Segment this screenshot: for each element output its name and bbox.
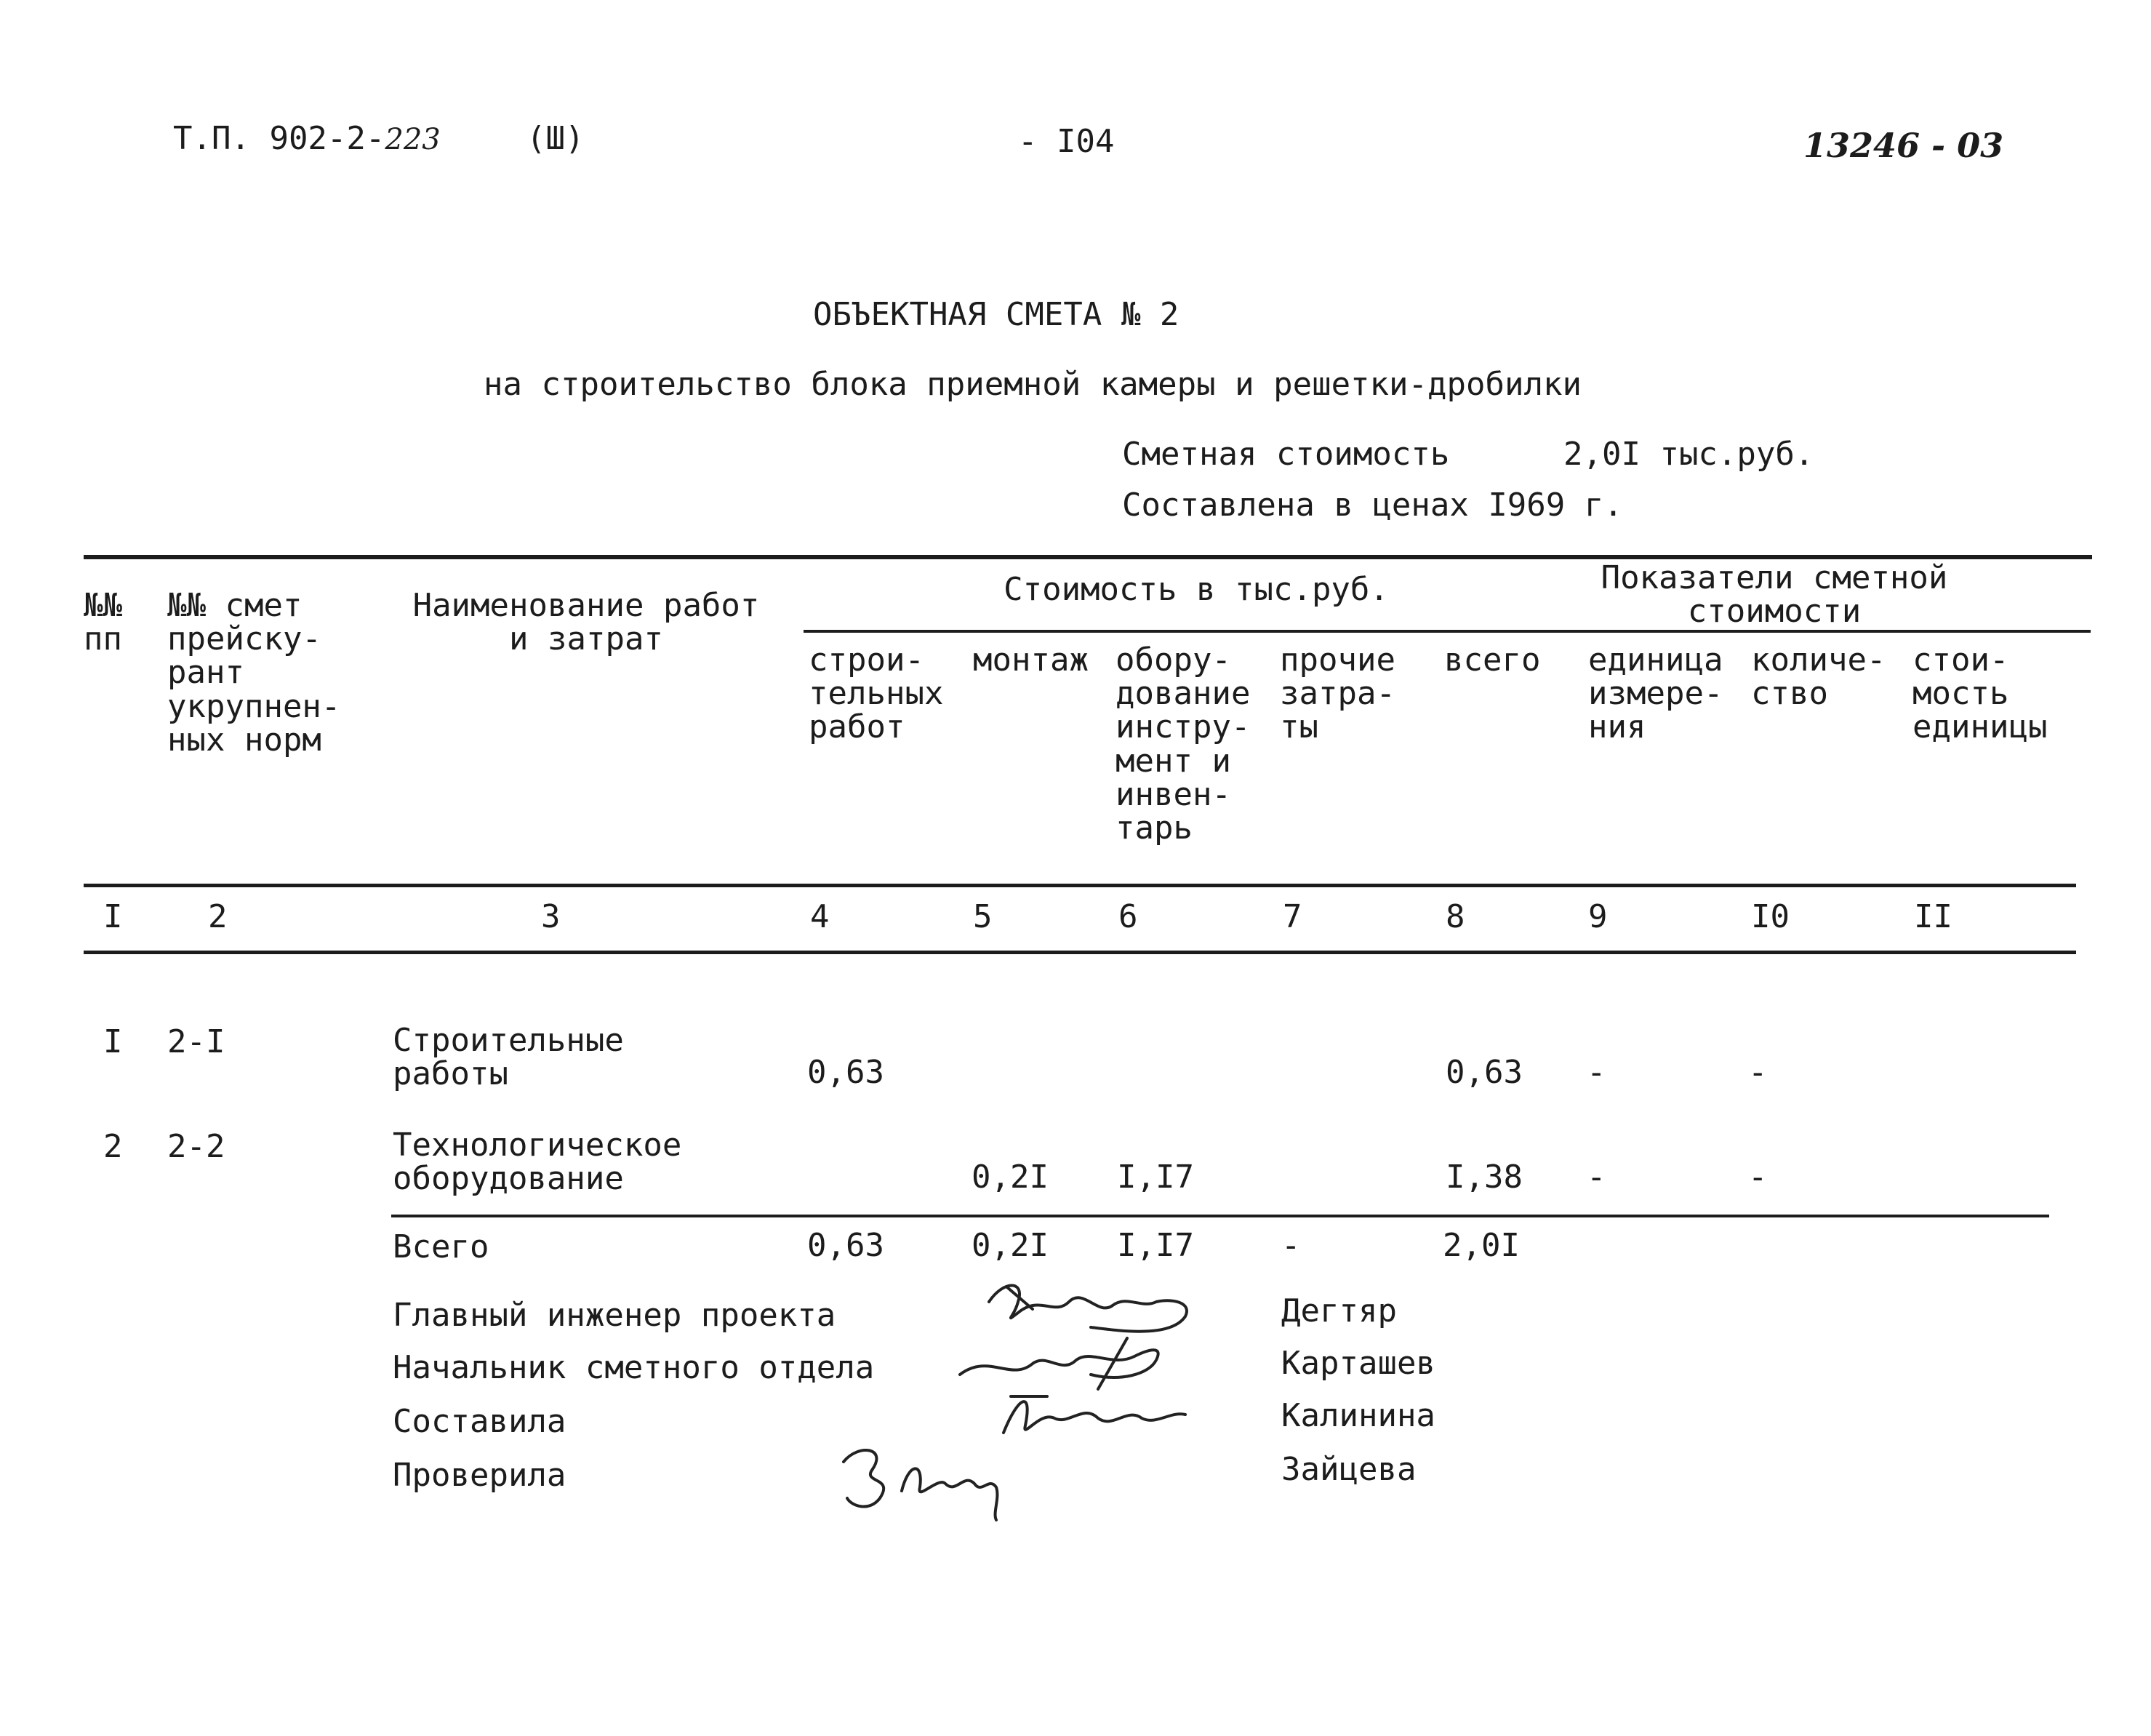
row-unit: - xyxy=(1587,1054,1606,1091)
header-work-name: Наименование работ и затрат xyxy=(412,587,760,658)
totals-other: - xyxy=(1281,1227,1301,1264)
row-unit: - xyxy=(1587,1159,1606,1196)
header-other: прочие затра- ты xyxy=(1280,641,1395,746)
signature-name: Калинина xyxy=(1281,1397,1435,1434)
signature-role: Составила xyxy=(393,1403,566,1440)
signature-mark-checker xyxy=(829,1433,1018,1527)
column-number: II xyxy=(1914,898,1952,935)
totals-installation: 0,2I xyxy=(972,1227,1049,1264)
column-number: 2 xyxy=(208,898,228,935)
row-total: 0,63 xyxy=(1446,1054,1523,1091)
header-total: всего xyxy=(1444,641,1541,679)
page-title: ОБЪЕКТНАЯ СМЕТА № 2 xyxy=(813,296,1179,333)
header-equipment: обору- дование инстру- мент и инвен- тарь xyxy=(1115,641,1251,847)
header-row-number: №№ пп xyxy=(84,587,122,658)
column-number: 9 xyxy=(1588,898,1608,935)
row-number: I xyxy=(103,1023,123,1060)
column-number: 7 xyxy=(1283,898,1302,935)
column-number: I xyxy=(103,898,123,935)
totals-rule xyxy=(391,1215,2049,1217)
row-installation: 0,2I xyxy=(972,1159,1049,1196)
signature-role: Проверила xyxy=(393,1457,566,1494)
header-cost-group: Стоимость в тыс.руб. xyxy=(1004,571,1389,608)
estimated-cost-label: Сметная стоимость xyxy=(1122,436,1450,473)
estimated-cost-value: 2,0I тыс.руб. xyxy=(1563,436,1814,473)
header-unit-cost: стои- мость единицы xyxy=(1912,641,2048,746)
row-total: I,38 xyxy=(1446,1159,1523,1196)
row-construction: 0,63 xyxy=(807,1054,884,1091)
column-number: 8 xyxy=(1446,898,1465,935)
document-code-handwritten: 223 xyxy=(385,123,441,156)
header-unit: единица измере- ния xyxy=(1588,641,1723,746)
signature-name: Дегтяр xyxy=(1281,1292,1397,1329)
page-subtitle: на строительство блока приемной камеры и решетки-дробилки xyxy=(484,366,1582,403)
totals-construction: 0,63 xyxy=(807,1227,884,1264)
cost-group-rule xyxy=(804,630,2091,633)
row-name: Строительные работы xyxy=(393,1022,624,1093)
column-numbers-rule xyxy=(84,951,2076,954)
totals-label: Всего xyxy=(393,1228,489,1265)
row-quantity: - xyxy=(1748,1159,1768,1196)
price-basis: Составлена в ценах I969 г. xyxy=(1122,487,1623,524)
document-code-printed: Т.П. 902-2- xyxy=(173,120,385,157)
header-installation: монтаж xyxy=(973,641,1089,679)
row-equipment: I,I7 xyxy=(1117,1159,1194,1196)
column-number: 6 xyxy=(1118,898,1138,935)
row-quantity: - xyxy=(1748,1054,1768,1091)
column-number: 5 xyxy=(973,898,993,935)
header-construction: строи- тельных работ xyxy=(809,641,944,746)
document-code xyxy=(173,122,441,156)
column-number: I0 xyxy=(1751,898,1790,935)
header-estimate-number: №№ смет прейску- рант укрупнен- ных норм xyxy=(167,587,341,759)
inventory-number: 13246 - 03 xyxy=(1803,126,2004,165)
page-number: - I04 xyxy=(1018,123,1115,160)
header-indicators-group: Показатели сметной стоимости xyxy=(1601,559,1948,631)
totals-total: 2,0I xyxy=(1443,1227,1520,1264)
signature-role: Начальник сметного отдела xyxy=(393,1349,875,1386)
column-number: 3 xyxy=(541,898,561,935)
row-code: 2-2 xyxy=(167,1128,225,1165)
document-part: (Ш) xyxy=(526,120,585,157)
header-bottom-rule xyxy=(84,884,2076,887)
row-code: 2-I xyxy=(167,1023,225,1060)
column-number: 4 xyxy=(810,898,830,935)
totals-equipment: I,I7 xyxy=(1117,1227,1194,1264)
signature-name: Зайцева xyxy=(1281,1451,1417,1488)
row-number: 2 xyxy=(103,1128,123,1165)
row-name: Технологическое оборудование xyxy=(393,1127,682,1198)
signature-name: Карташев xyxy=(1281,1345,1435,1382)
header-quantity: количе- ство xyxy=(1751,641,1886,713)
signature-role: Главный инженер проекта xyxy=(393,1297,836,1334)
